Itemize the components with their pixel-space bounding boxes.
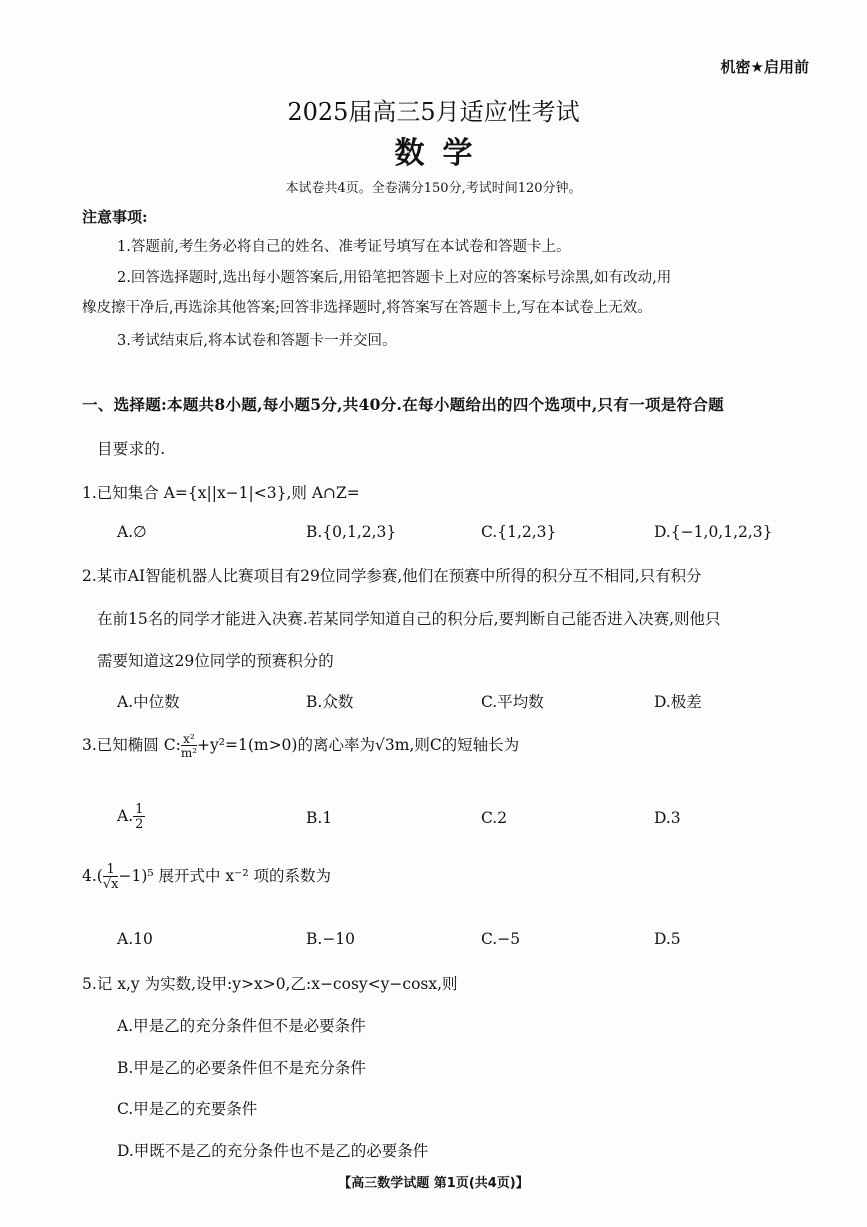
question-1-option-c: C.{1,2,3} (481, 523, 557, 541)
question-4-prefix: 4.( (82, 867, 103, 885)
question-2-option-d: D.极差 (654, 693, 702, 711)
question-2-option-b: B.众数 (306, 693, 354, 711)
section-1-title-cont: 目要求的. (97, 440, 166, 458)
question-3-option-a (117, 803, 145, 831)
question-5-stem: 5.记 x,y 为实数,设甲:y>x>0,乙:x−cosy<y−cosx,则 (82, 975, 458, 993)
notice-item-2-line-1: 2.回答选择题时,选出每小题答案后,用铅笔把答题卡上对应的答案标号涂黑,如有改动,用 (117, 270, 672, 286)
question-2-line-1: 2.某市AI智能机器人比赛项目有29位同学参赛,他们在预赛中所得的积分互不相同,只有积分 (82, 567, 702, 585)
section-1-title: 一、选择题:本题共8小题,每小题5分,共40分.在每小题给出的四个选项中,只有一项是符合题 (82, 395, 724, 414)
question-3-option-a-fraction (133, 803, 145, 831)
question-3-option-c: C.2 (481, 809, 508, 827)
question-4-fraction (103, 863, 119, 891)
question-1-option-d: D.{−1,0,1,2,3} (654, 523, 773, 541)
question-5-option-d: D.甲既不是乙的充分条件也不是乙的必要条件 (117, 1142, 429, 1160)
question-4-frac-den: √x (102, 877, 119, 892)
question-3-fraction (181, 733, 197, 759)
question-5-option-a: A.甲是乙的充分条件但不是必要条件 (117, 1017, 366, 1035)
question-3-frac-num: x² (181, 733, 197, 746)
question-2-line-3: 需要知道这29位同学的预赛积分的 (97, 652, 334, 670)
question-2-option-c: C.平均数 (481, 693, 544, 711)
exam-info: 本试卷共4页。全卷满分150分,考试时间120分钟。 (285, 181, 582, 196)
question-1-option-a: A.∅ (117, 523, 147, 541)
question-3-option-a-prefix: A. (117, 807, 134, 825)
question-1-option-b: B.{0,1,2,3} (306, 523, 397, 541)
notice-item-2-line-2: 橡皮擦干净后,再选涂其他答案;回答非选择题时,将答案写在答题卡上,写在本试卷上无效。 (82, 300, 652, 316)
question-2-line-2: 在前15名的同学才能进入决赛.若某同学知道自己的积分后,要判断自己能否进入决赛,则他只 (97, 610, 721, 628)
question-3-stem (82, 733, 519, 759)
question-5-option-c: C.甲是乙的充要条件 (117, 1100, 258, 1118)
question-3-option-d: D.3 (654, 809, 681, 827)
exam-title: 2025届高三5月适应性考试 (287, 98, 580, 126)
question-3-option-b: B.1 (306, 809, 333, 827)
notice-item-1: 1.答题前,考生务必将自己的姓名、准考证号填写在本试卷和答题卡上。 (117, 239, 571, 255)
confidential-label: 机密★启用前 (720, 58, 809, 76)
question-4-frac-num: 1 (103, 863, 119, 877)
question-3-option-a-den: 2 (135, 817, 144, 832)
question-1-stem: 1.已知集合 A={x||x−1|<3},则 A∩Z= (82, 484, 360, 502)
question-3-option-a-num: 1 (135, 802, 144, 817)
question-3-suffix: +y²=1(m>0)的离心率为√3m,则C的短轴长为 (197, 736, 520, 754)
question-4-option-c: C.−5 (481, 930, 521, 948)
question-2-option-a: A.中位数 (117, 693, 180, 711)
notice-title: 注意事项: (82, 208, 148, 226)
question-4-stem (82, 863, 331, 891)
question-3-frac-den: m² (180, 746, 198, 760)
question-4-option-b: B.−10 (306, 930, 356, 948)
question-4-option-a: A.10 (117, 930, 153, 948)
question-3-prefix: 3.已知椭圆 C: (82, 736, 181, 754)
notice-item-3: 3.考试结束后,将本试卷和答题卡一并交回。 (117, 333, 397, 349)
question-4-suffix: −1)⁵ 展开式中 x⁻² 项的系数为 (118, 867, 331, 885)
question-4-option-d: D.5 (654, 930, 681, 948)
question-5-option-b: B.甲是乙的必要条件但不是充分条件 (117, 1059, 366, 1077)
subject-title: 数学 (394, 136, 491, 171)
page-footer: 【高三数学试题 第1页(共4页)】 (338, 1176, 529, 1191)
